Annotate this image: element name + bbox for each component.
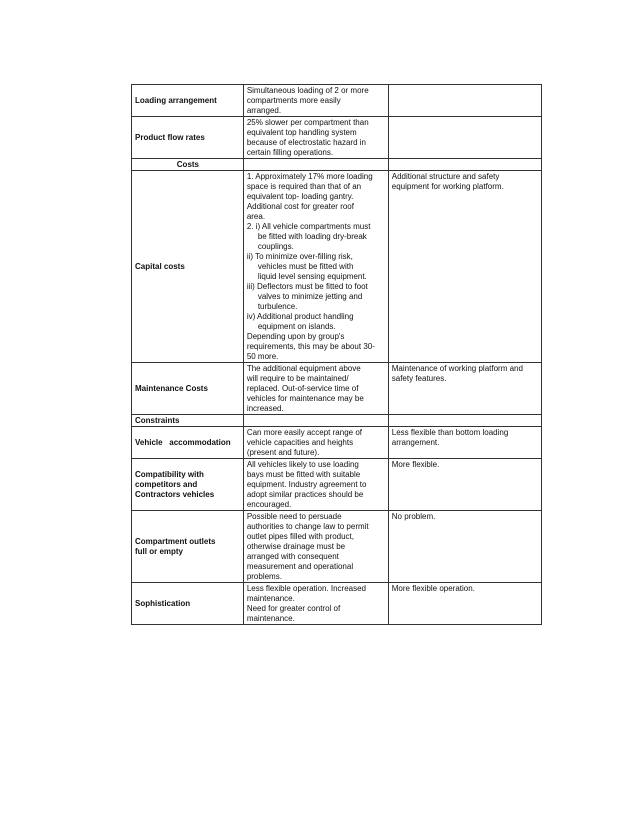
bottom-loading-cell	[243, 511, 388, 583]
bottom-loading-cell	[243, 427, 388, 459]
top-loading-cell	[388, 583, 541, 625]
cell-line: space is required than that of an	[246, 182, 362, 191]
cell-line: adopt similar practices should be	[246, 490, 364, 499]
table-row-maintenance-costs	[132, 363, 542, 415]
cell-line: problems.	[246, 572, 282, 581]
cell-line: requirements, this may be about 30-	[246, 342, 375, 351]
top-loading-cell	[388, 85, 541, 117]
table-row-constraints-header	[132, 415, 542, 427]
cell-line: Less flexible than bottom loading	[391, 428, 509, 437]
bottom-loading-cell	[243, 117, 388, 159]
row-label	[132, 511, 244, 583]
cell-line: compartments more easily	[246, 96, 341, 105]
top-loading-cell	[388, 171, 541, 363]
cell-line: vehicles for maintenance may be	[246, 394, 364, 403]
bottom-loading-cell	[243, 583, 388, 625]
table-row-compatibility	[132, 459, 542, 511]
cell-line: Simultaneous loading of 2 or more	[246, 86, 369, 95]
label-line: Compatibility with	[135, 470, 204, 479]
bottom-loading-cell	[243, 363, 388, 415]
cell-line: vehicle capacities and heights	[246, 438, 354, 447]
table-row-loading-arrangement	[132, 85, 542, 117]
cell-line: valves to minimize jetting and	[257, 292, 363, 301]
row-label: Sophistication	[132, 583, 244, 625]
cell-line: All vehicles likely to use loading	[246, 460, 359, 469]
cell-line: ii) To minimize over-filling risk,	[246, 252, 353, 261]
table-row-capital-costs	[132, 171, 542, 363]
cell-line: The additional equipment above	[246, 364, 361, 373]
label-line: full or empty	[135, 547, 184, 556]
row-label: Vehicle accommodation	[132, 427, 244, 459]
cell-line: maintenance.	[246, 594, 295, 603]
table-row-product-flow	[132, 117, 542, 159]
cell-line: be fitted with loading dry-break	[257, 232, 367, 241]
cell-line: iii) Deflectors must be fitted to foot	[246, 282, 368, 291]
cell-line: Possible need to persuade	[246, 512, 342, 521]
cell-line: Additional structure and safety	[391, 172, 500, 181]
empty-cell	[388, 159, 541, 171]
cell-line: area.	[246, 212, 266, 221]
cell-line: outlet pipes filled with product,	[246, 532, 354, 541]
cell-line: arranged.	[246, 106, 282, 115]
label-line: Contractors vehicles	[135, 490, 215, 499]
cell-line: equipment on islands.	[257, 322, 336, 331]
cell-line: certain filling operations.	[246, 148, 334, 157]
row-label: Product flow rates	[132, 117, 244, 159]
top-loading-cell	[388, 363, 541, 415]
table-row-compartment-outlets	[132, 511, 542, 583]
section-header-constraints: Constraints	[132, 415, 244, 427]
empty-cell	[388, 415, 541, 427]
cell-line: arrangement.	[391, 438, 440, 447]
row-label	[132, 459, 244, 511]
cell-line: No problem.	[391, 512, 436, 521]
cell-line: increased.	[246, 404, 284, 413]
bottom-loading-cell	[243, 459, 388, 511]
cell-line: Additional cost for greater roof	[246, 202, 354, 211]
cell-line: couplings.	[257, 242, 294, 251]
top-loading-cell	[388, 117, 541, 159]
top-loading-cell	[388, 427, 541, 459]
bottom-loading-cell	[243, 85, 388, 117]
bottom-loading-cell	[243, 171, 388, 363]
cell-line: 25% slower per compartment than	[246, 118, 369, 127]
cell-line: Can more easily accept range of	[246, 428, 362, 437]
cell-line: Depending upon by group's	[246, 332, 345, 341]
cell-line: safety features.	[391, 374, 447, 383]
cell-line: Maintenance of working platform and	[391, 364, 523, 373]
cell-line: will require to be maintained/	[246, 374, 349, 383]
cell-line: (present and future).	[246, 448, 320, 457]
cell-line: liquid level sensing equipment.	[257, 272, 367, 281]
cell-line: because of electrostatic hazard in	[246, 138, 366, 147]
cell-line: vehicles must be fitted with	[257, 262, 354, 271]
top-loading-cell	[388, 511, 541, 583]
cell-line: equipment for working platform.	[391, 182, 504, 191]
cell-line: equivalent top handling system	[246, 128, 357, 137]
cell-line: More flexible operation.	[391, 584, 475, 593]
cell-line: iv) Additional product handling	[246, 312, 354, 321]
cell-line: 50 more.	[246, 352, 279, 361]
cell-line: Less flexible operation. Increased	[246, 584, 366, 593]
cell-line: More flexible.	[391, 460, 440, 469]
table-row-vehicle-accommodation	[132, 427, 542, 459]
cell-line: encouraged.	[246, 500, 292, 509]
row-label: Loading arrangement	[132, 85, 244, 117]
cell-line: equipment. Industry agreement to	[246, 480, 367, 489]
empty-cell	[243, 415, 388, 427]
cell-line: replaced. Out-of-service time of	[246, 384, 359, 393]
cell-line: 1. Approximately 17% more loading	[246, 172, 373, 181]
cell-line: arranged with consequent	[246, 552, 339, 561]
cell-line: 2. i) All vehicle compartments must	[246, 222, 371, 231]
cell-line: measurement and operational	[246, 562, 354, 571]
label-line: competitors and	[135, 480, 198, 489]
cell-line: otherwise drainage must be	[246, 542, 346, 551]
cell-line: maintenance.	[246, 614, 295, 623]
row-label: Maintenance Costs	[132, 363, 244, 415]
table-row-costs-header	[132, 159, 542, 171]
section-header-costs: Costs	[132, 159, 244, 171]
cell-line: bays must be fitted with suitable	[246, 470, 361, 479]
top-loading-cell	[388, 459, 541, 511]
comparison-table	[131, 84, 542, 625]
cell-line: authorities to change law to permit	[246, 522, 369, 531]
cell-line: turbulence.	[257, 302, 298, 311]
row-label: Capital costs	[132, 171, 244, 363]
cell-line: equivalent top- loading gantry.	[246, 192, 354, 201]
table-row-sophistication	[132, 583, 542, 625]
cell-line: Need for greater control of	[246, 604, 341, 613]
label-line: Compartment outlets	[135, 537, 216, 546]
empty-cell	[243, 159, 388, 171]
